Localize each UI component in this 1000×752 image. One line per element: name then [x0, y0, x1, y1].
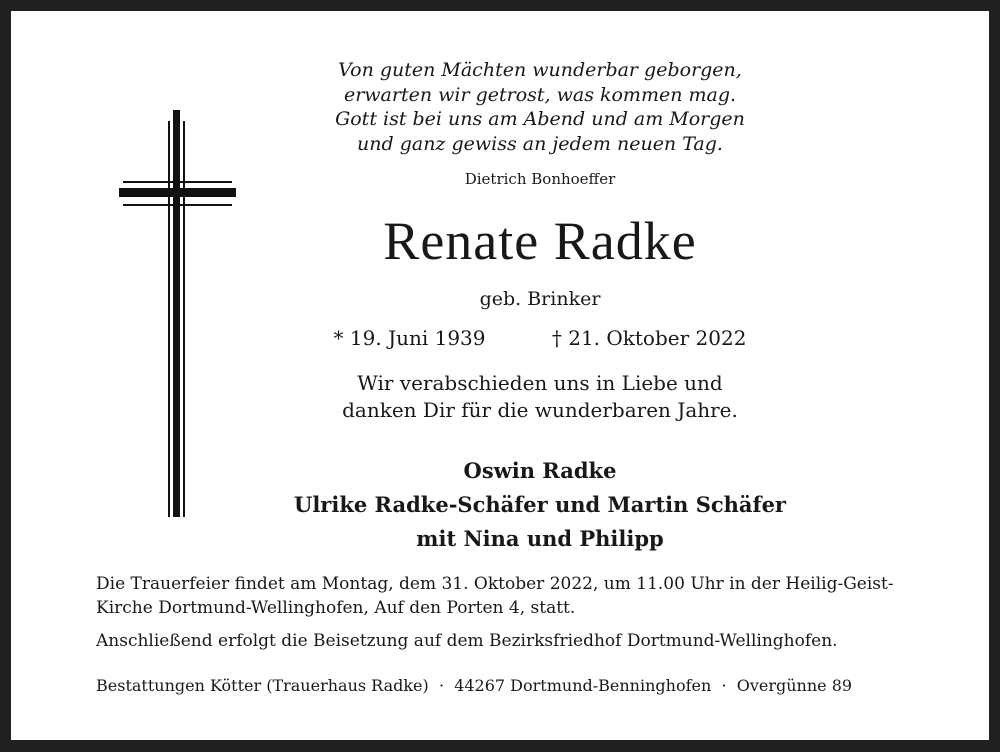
- family-line: mit Nina und Philipp: [416, 526, 664, 551]
- poem-line: Von guten Mächten wunderbar geborgen,: [338, 59, 742, 81]
- poem-line: und ganz gewiss an jedem neuen Tag.: [357, 132, 723, 155]
- poem: [230, 58, 850, 156]
- deceased-name: Renate Radke: [383, 211, 697, 271]
- family-line: Ulrike Radke-Schäfer und Martin Schäfer: [294, 492, 786, 517]
- poem-line: erwarten wir getrost, was kommen mag.: [343, 83, 737, 106]
- poem-line: Gott ist bei uns am Abend und am Morgen: [335, 108, 745, 130]
- undertaker-info: Bestattungen Kötter (Trauerhaus Radke) · 44267 Dortmund-Benninghofen · Overgünne 89: [96, 676, 853, 695]
- farewell-text: [230, 370, 850, 424]
- birth-name: geb. Brinker: [479, 288, 601, 310]
- family-line: Oswin Radke: [463, 458, 617, 483]
- birth-date: * 19. Juni 1939: [333, 326, 486, 350]
- farewell-line: danken Dir für die wunderbaren Jahre.: [342, 398, 738, 422]
- dates: [230, 326, 850, 350]
- farewell-line: Wir verabschieden uns in Liebe und: [357, 371, 723, 395]
- burial-info: Anschließend erfolgt die Beisetzung auf dem Bezirksfriedhof Dortmund-Wellinghofen.: [96, 631, 838, 651]
- family-list: [230, 454, 850, 556]
- poem-author: Dietrich Bonhoeffer: [464, 170, 616, 188]
- ceremony-info: Die Trauerfeier findet am Montag, dem 31. Oktober 2022, um 11.00 Uhr in der Heilig-Geist-Kirche Dortmund-Wellinghofen, Auf den Porten 4, statt.: [96, 574, 894, 618]
- death-date: † 21. Oktober 2022: [551, 326, 747, 350]
